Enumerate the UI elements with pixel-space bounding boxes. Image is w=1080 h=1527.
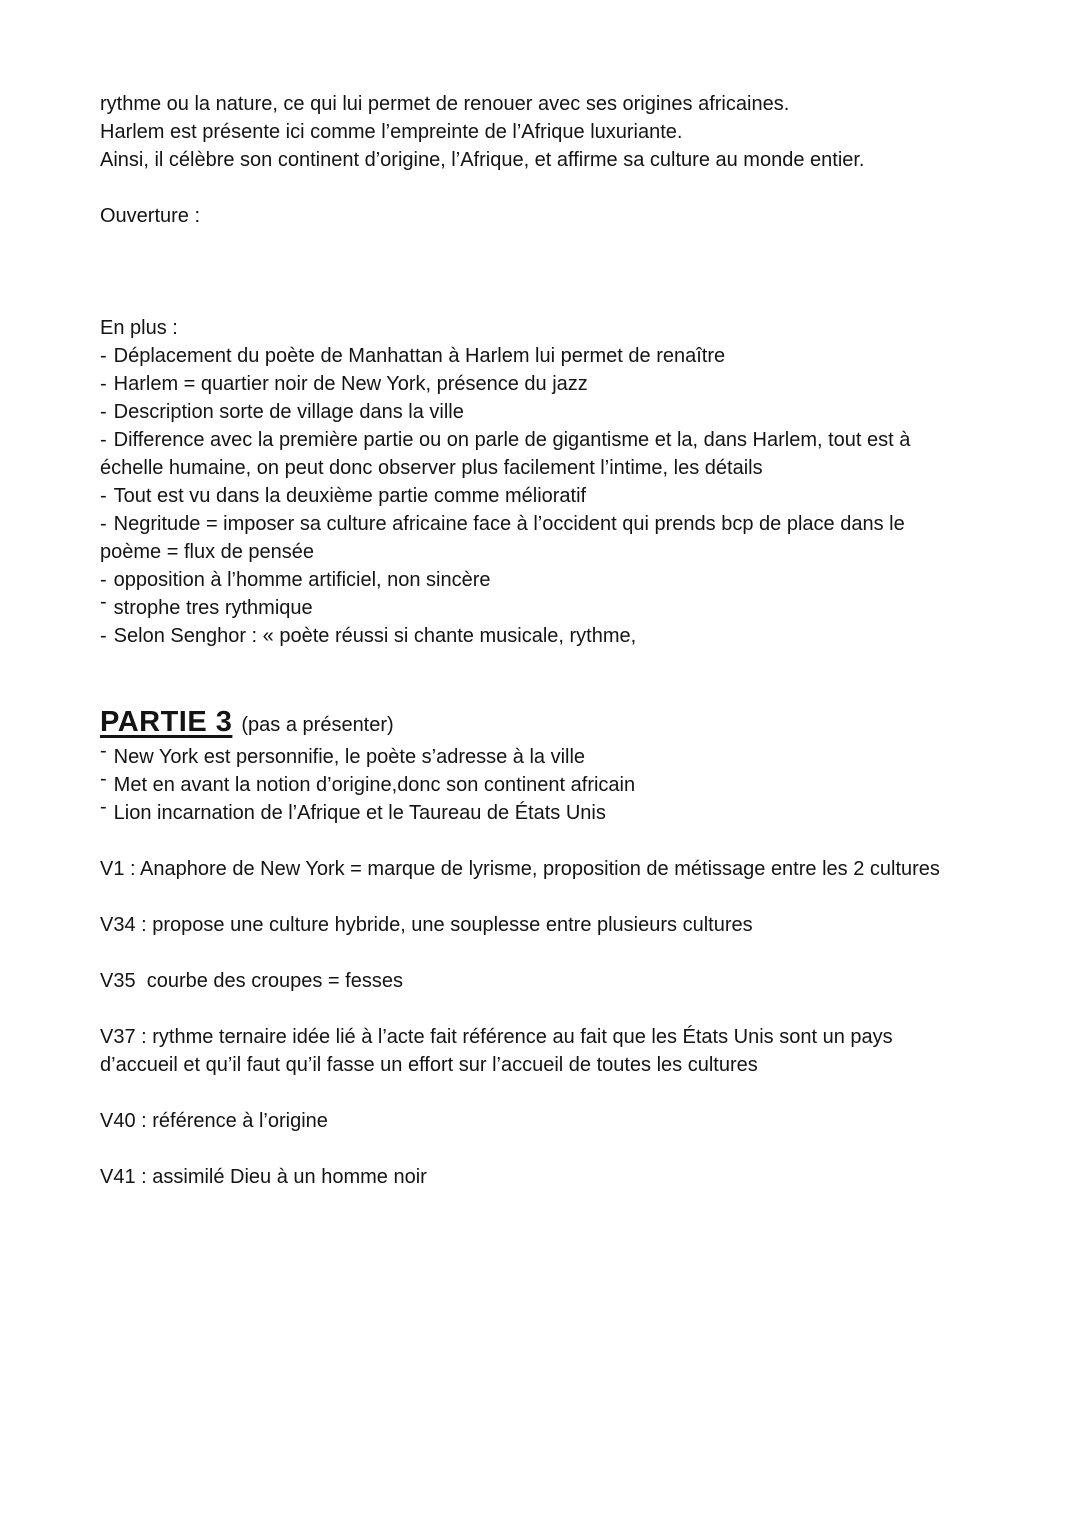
partie3-list [100,740,968,827]
paragraph-line: Ainsi, il célèbre son continent d’origine, l’Afrique, et affirme sa culture au monde entier. [100,149,865,171]
verse-note: V40 : référence à l’origine [100,1110,328,1132]
list-item [100,482,968,510]
list-item-text: Tout est vu dans la deuxième partie comme mélioratif [113,485,587,507]
list-item [100,398,968,426]
list-item [100,591,968,622]
intro-paragraph [100,90,968,174]
list-item [100,566,968,594]
list-item [100,622,968,650]
list-item-text: Difference avec la première partie ou on parle de gigantisme et la, dans Harlem, tout est à échelle humaine, on peut donc observer plus facilement l’intime, les détails [100,429,911,479]
en-plus-label: En plus : [100,317,178,339]
en-plus-list [100,342,968,650]
dash-marker: - [100,625,107,647]
dash-marker: - [100,569,107,591]
dash-marker: - [100,740,107,762]
list-item [100,426,968,482]
verse-note: V41 : assimilé Dieu à un homme noir [100,1166,427,1188]
partie3-heading [100,704,968,743]
list-item-text: Harlem = quartier noir de New York, présence du jazz [113,373,588,395]
list-item-text: Negritude = imposer sa culture africaine face à l’occident qui prends bcp de place dans le poème = flux de pensée [100,513,905,563]
dash-marker: - [100,429,107,451]
list-item [100,510,968,566]
partie3-subtitle: (pas a présenter) [241,714,394,736]
list-item-text: Met en avant la notion d’origine,donc son continent africain [113,774,636,796]
dash-marker: - [100,401,107,423]
list-item-text: Déplacement du poète de Manhattan à Harlem lui permet de renaître [113,345,726,367]
list-item-text: opposition à l’homme artificiel, non sincère [113,569,491,591]
dash-marker: - [100,345,107,367]
list-item-text: Description sorte de village dans la ville [113,401,464,423]
ouverture-label: Ouverture : [100,205,201,227]
list-item [100,370,968,398]
dash-marker: - [100,796,107,818]
verse-note: V34 : propose une culture hybride, une souplesse entre plusieurs cultures [100,914,753,936]
list-item [100,768,968,799]
dash-marker: - [100,591,107,613]
dash-marker: - [100,373,107,395]
dash-marker: - [100,768,107,790]
list-item-text: New York est personnifie, le poète s’adresse à la ville [113,746,586,768]
list-item-text: Selon Senghor : « poète réussi si chante musicale, rythme, [113,625,637,647]
list-item-text: strophe tres rythmique [113,597,313,619]
partie3-title: PARTIE 3 [100,706,233,738]
paragraph-line: Harlem est présente ici comme l’empreinte de l’Afrique luxuriante. [100,121,683,143]
dash-marker: - [100,485,107,507]
verse-note: V1 : Anaphore de New York = marque de lyrisme, proposition de métissage entre les 2 cultures [100,858,940,880]
verse-note: V37 : rythme ternaire idée lié à l’acte fait référence au fait que les États Unis sont un pays d’accueil et qu’il faut qu’il fasse un effort sur l’accueil de toutes les cultures [100,1026,899,1076]
list-item [100,342,968,370]
list-item [100,740,968,771]
list-item-text: Lion incarnation de l’Afrique et le Taureau de États Unis [113,802,606,824]
dash-marker: - [100,513,107,535]
verse-note: V35 courbe des croupes = fesses [100,970,403,992]
paragraph-line: rythme ou la nature, ce qui lui permet de renouer avec ses origines africaines. [100,93,790,115]
list-item [100,796,968,827]
